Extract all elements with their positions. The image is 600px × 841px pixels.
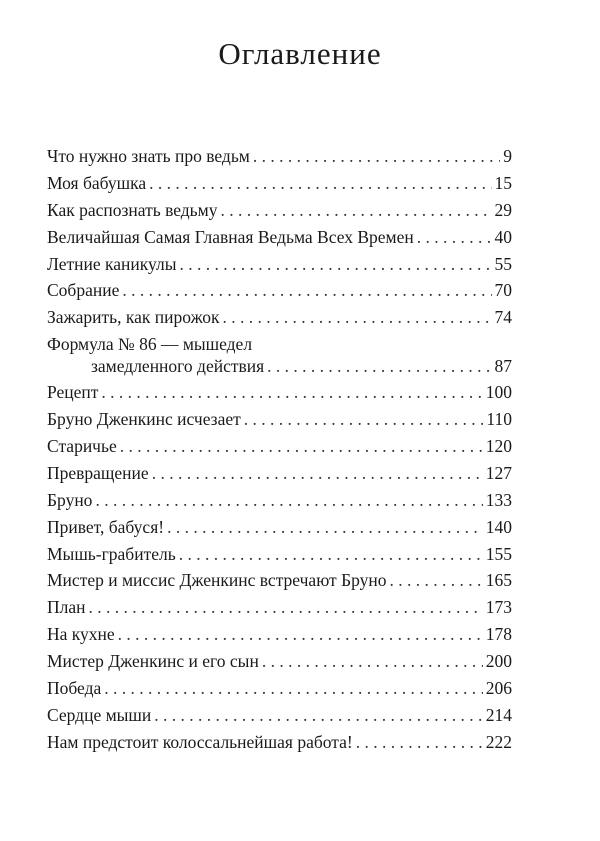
toc-entry-title: Мистер Дженкинс и его сын	[47, 651, 259, 672]
toc-entry-title: Бруно Дженкинс исчезает	[47, 409, 241, 430]
toc-entry	[47, 514, 512, 541]
toc-page-number: 178	[485, 624, 512, 645]
toc-entry-title: Мышь-грабитель	[47, 543, 176, 564]
toc-entry	[47, 379, 512, 406]
page-title: Оглавление	[218, 36, 382, 71]
dot-leader	[149, 170, 491, 197]
dot-leader	[262, 648, 483, 675]
toc-entry-title: Старичье	[47, 436, 117, 457]
toc-entry-title: Превращение	[47, 462, 149, 483]
dot-leader	[118, 621, 483, 648]
dot-leader	[180, 251, 492, 278]
toc-entry	[47, 433, 512, 460]
table-of-contents	[47, 143, 512, 756]
toc-page-number: 200	[485, 651, 512, 672]
toc-entry	[47, 567, 512, 594]
dot-leader	[267, 355, 491, 377]
dot-leader	[253, 143, 500, 170]
dot-leader	[244, 406, 484, 433]
toc-entry	[47, 406, 512, 433]
toc-entry-title: Что нужно знать про ведьм	[47, 146, 250, 166]
toc-entry-title: На кухне	[47, 624, 115, 645]
toc-entry	[47, 224, 512, 251]
dot-leader	[356, 729, 483, 756]
dot-leader	[152, 460, 483, 487]
toc-page-number: 155	[485, 543, 512, 564]
toc-entry-title: Нам предстоит колоссальнейшая работа!	[47, 731, 353, 752]
toc-entry	[47, 487, 512, 514]
dot-leader	[95, 487, 482, 514]
toc-entry	[47, 333, 512, 377]
dot-leader	[222, 304, 491, 331]
dot-leader	[221, 197, 492, 224]
dot-leader	[390, 567, 483, 594]
toc-page-number: 206	[485, 678, 512, 699]
toc-page-number: 222	[485, 731, 512, 752]
toc-entry	[47, 541, 512, 568]
toc-entry-title: Летние каникулы	[47, 253, 177, 274]
toc-entry-title: Привет, бабуся!	[47, 516, 165, 537]
toc-entry-title: Бруно	[47, 489, 93, 510]
toc-entry	[47, 197, 512, 224]
toc-page-number: 70	[494, 280, 512, 301]
toc-entry	[47, 304, 512, 331]
toc-page-number: 127	[485, 462, 512, 483]
toc-entry	[47, 675, 512, 702]
toc-page-number: 74	[494, 307, 512, 328]
toc-entry-title: Формула № 86 — мышедел	[47, 334, 253, 355]
dot-leader	[104, 675, 482, 702]
toc-entry-title: Победа	[47, 678, 102, 699]
toc-page-number: 214	[485, 704, 512, 725]
toc-entry-title: Рецепт	[47, 382, 99, 403]
toc-page-number: 120	[485, 436, 512, 457]
toc-entry	[47, 170, 512, 197]
toc-page-number: 110	[486, 409, 512, 430]
toc-entry-title: Моя бабушка	[47, 172, 147, 193]
toc-entry	[47, 702, 512, 729]
toc-entry	[47, 460, 512, 487]
toc-page-number: 87	[494, 356, 512, 377]
toc-entry-title: Как распознать ведьму	[47, 199, 218, 220]
toc-page-number: 29	[494, 199, 512, 220]
toc-entry-title: Собрание	[47, 280, 120, 301]
toc-page-number: 100	[485, 382, 512, 403]
toc-entry-title: План	[47, 597, 86, 618]
toc-page-number: 55	[494, 253, 512, 274]
dot-leader	[179, 541, 483, 568]
toc-entry-continuation	[47, 355, 512, 377]
toc-page-number: 40	[494, 226, 512, 247]
toc-entry-title: Мистер и миссис Дженкинс встречают Бруно	[47, 570, 387, 591]
dot-leader	[417, 224, 492, 251]
toc-entry	[47, 594, 512, 621]
toc-entry	[47, 277, 512, 304]
toc-entry-title: Зажарить, как пирожок	[47, 307, 220, 328]
toc-entry-title: Сердце мыши	[47, 704, 152, 725]
toc-page-number: 9	[503, 146, 512, 166]
dot-leader	[167, 514, 483, 541]
dot-leader	[122, 277, 491, 304]
toc-page-number: 173	[485, 597, 512, 618]
toc-page-number: 165	[485, 570, 512, 591]
toc-entry	[47, 143, 512, 170]
dot-leader	[120, 433, 483, 460]
dot-leader	[154, 702, 482, 729]
toc-entry	[47, 251, 512, 278]
toc-entry	[47, 729, 512, 756]
toc-entry-title-line2: замедленного действия	[91, 356, 265, 377]
toc-page-number: 140	[485, 516, 512, 537]
toc-page-number: 15	[494, 172, 512, 193]
dot-leader	[89, 594, 483, 621]
toc-entry	[47, 621, 512, 648]
toc-page-number: 133	[485, 489, 512, 510]
toc-entry	[47, 648, 512, 675]
toc-entry-title: Величайшая Самая Главная Ведьма Всех Времен	[47, 226, 414, 247]
dot-leader	[101, 379, 482, 406]
